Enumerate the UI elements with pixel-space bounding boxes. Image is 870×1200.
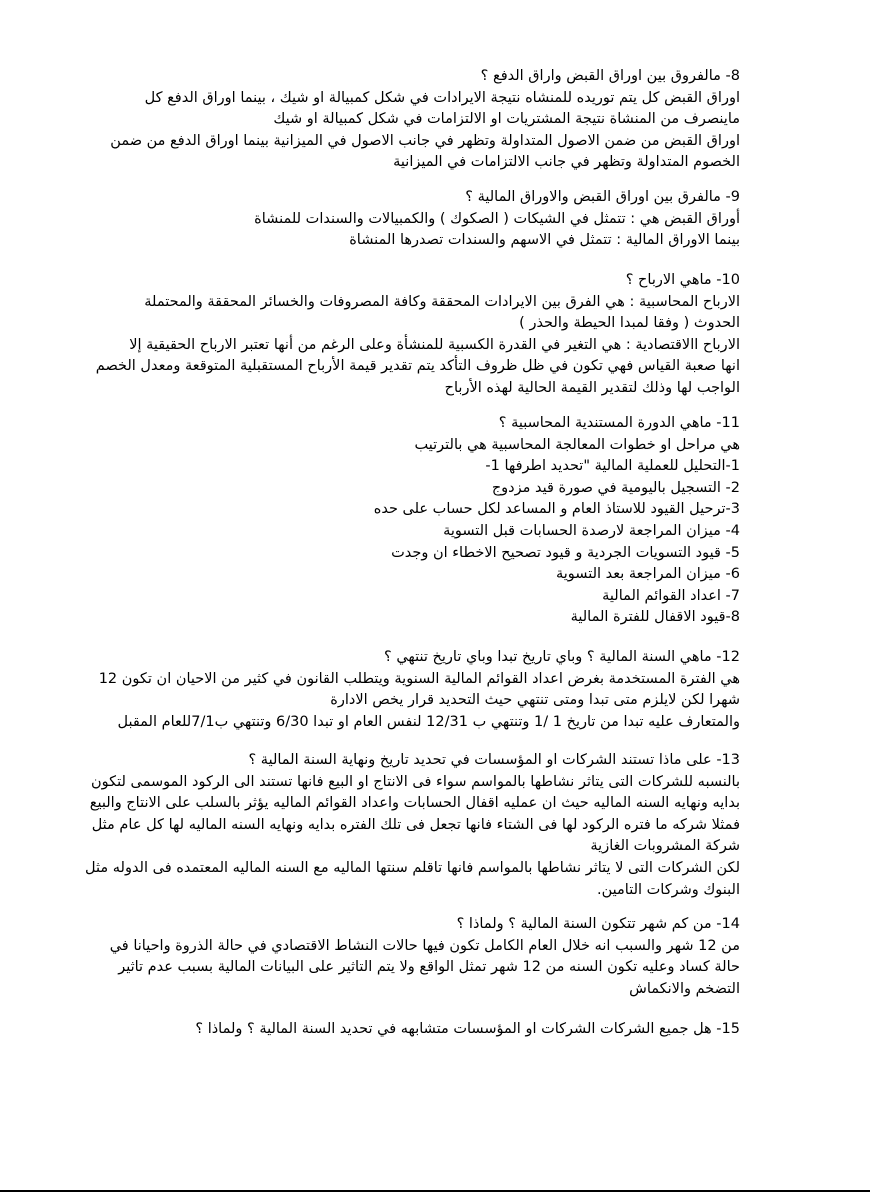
answer-line: شهرا لكن لايلزم متى تبدا ومتى تنتهي حيث التحديد قرار يخص الادارة: [330, 692, 740, 709]
question-8: [110, 66, 740, 174]
question-title: 13- على ماذا تستند الشركات او المؤسسات في تحديد تاريخ ونهاية السنة المالية ؟: [248, 752, 740, 768]
list-item: 4- ميزان المراجعة لارصدة الحسابات قبل التسوية: [443, 522, 740, 539]
question-12: [99, 647, 740, 733]
answer-line: لكن الشركات التى لا يتاثر نشاطها بالمواسم فانها تاقلم سنتها الماليه مع السنه الماليه المعتمده فى الدوله مثل: [85, 859, 740, 876]
answer-line: بالنسبه للشركات التى يتاثر نشاطها بالمواسم سواء فى الانتاج او البيع فانها تستند الى الركود الموسمى لتكون: [90, 773, 740, 790]
answer-line: اوراق القبض كل يتم توريده للمنشاه نتيجة الايرادات في شكل كمبيالة او شيك ، بينما اوراق الدفع كل: [144, 89, 740, 106]
question-title: 14- من كم شهر تتكون السنة المالية ؟ ولماذا ؟: [456, 916, 740, 932]
question-title: 9- مالفرق بين اوراق القبض والاوراق المالية ؟: [465, 189, 740, 205]
list-item: 2- التسجيل باليومية في صورة قيد مزدوج: [491, 479, 740, 496]
question-title: 10- ماهي الارباح ؟: [625, 272, 740, 288]
list-item: 1-التحليل للعملية المالية "تحديد اطرفها 1-: [485, 458, 740, 475]
answer-line: الارباح المحاسبية : هي الفرق بين الايرادات المحققة وكافة المصروفات والخسائر المحققة والمحتملة: [144, 293, 740, 310]
question-title: 15- هل جميع الشركات الشركات او المؤسسات متشابهه في تحديد السنة المالية ؟ ولماذا ؟: [195, 1021, 740, 1037]
answer-line: شركة المشروبات الغازية: [590, 838, 740, 855]
answer-line: هي مراحل او خطوات المعالجة المحاسبية هي بالترتيب: [414, 436, 740, 453]
answer-line: الواجب لها وذلك لتقدير القيمة الحالية لهذه الأرباح: [444, 379, 740, 396]
answer-line: الارباح االاقتصادية : هي التغير في القدرة الكسبية للمنشأة وعلى الرغم من أنها تعتبر الارباح الحقيقية إلا: [129, 336, 740, 353]
answer-line: التضخم والانكماش: [629, 980, 740, 997]
answer-line: الخصوم المتداولة وتظهر في جانب الالتزامات في الميزانية: [393, 154, 740, 171]
answer-line: والمتعارف عليه تبدا من تاريخ 1 /1 وتنتهي ب 12/31 لنفس العام او تبدا 6/30 وتنتهي ب7/1للعام المقبل: [117, 713, 740, 730]
question-title: 11- ماهي الدورة المستندية المحاسبية ؟: [498, 415, 740, 431]
answer-line: ماينصرف من المنشاة نتيجة المشتريات او الالتزامات في شكل كمبيالة او شيك: [273, 111, 740, 128]
list-item: 3-ترحيل القيود للاستاذ العام و المساعد لكل حساب على حده: [373, 501, 740, 518]
list-item: 7- اعداد القوائم المالية: [602, 587, 740, 604]
answer-line: بدايه ونهايه السنه الماليه حيث ان عمليه اقفال الحسابات واعداد القوائم الماليه يؤثر بالسلب على الانتاج والبيع: [89, 795, 740, 812]
answer-line: أوراق القبض هي : تتمثل في الشيكات ( الصكوك ) والكمبيالات والسندات للمنشاة: [254, 210, 740, 227]
question-11: [374, 413, 740, 629]
question-15: [195, 1019, 740, 1041]
question-title: 12- ماهي السنة المالية ؟ وباي تاريخ تبدا وباي تاريخ تنتهي ؟: [384, 649, 740, 665]
answer-line: اوراق القبض من ضمن الاصول المتداولة وتظهر في جانب الاصول في الميزانية بينما اوراق الدفع من ضمن: [110, 132, 740, 149]
answer-line: انها صعبة القياس فهي تكون في ظل ظروف التأكد يتم تقدير قيمة الأرباح المستقبلية المتوقعة ومعدل الخصم: [95, 358, 740, 375]
list-item: 6- ميزان المراجعة بعد التسوية: [555, 566, 740, 583]
question-10: [96, 270, 740, 400]
page-bottom-border: [0, 1190, 870, 1192]
answer-line: بينما الاوراق المالية : تتمثل في الاسهم والسندات تصدرها المنشاة: [349, 232, 740, 249]
list-item: 8-قيود الاقفال للفترة المالية: [570, 609, 740, 626]
question-title: 8- مالفروق بين اوراق القبض واراق الدفع ؟: [480, 68, 740, 84]
answer-line: حالة كساد وعليه تكون السنه من 12 شهر تمثل الواقع ولا يتم التاثير على البيانات المالية بسبب عدم تاثير: [118, 959, 740, 976]
answer-line: من 12 شهر والسبب انه خلال العام الكامل تكون فيها حالات النشاط الاقتصادي في حالة الذروة واحيانا في: [109, 937, 740, 954]
question-14: [110, 914, 740, 1000]
question-13: [85, 750, 740, 901]
answer-line: البنوك وشركات التامين.: [596, 881, 740, 898]
list-item: 5- قيود التسويات الجردية و قيود تصحيح الاخطاء ان وجدت: [391, 544, 740, 561]
answer-line: فمثلا شركه ما فتره الركود لها فى الشتاء فانها تجعل فى تلك الفتره بدايه ونهايه السنه الماليه لها كل عام مثل: [91, 816, 740, 833]
answer-line: هي الفترة المستخدمة بغرض اعداد القوائم المالية السنوية ويتطلب القانون في كثير من الاحيان ان تكون 12: [98, 670, 740, 687]
question-9: [254, 187, 740, 252]
answer-line: الحدوث ( وفقا لمبدا الحيطة والحذر ): [519, 315, 740, 332]
